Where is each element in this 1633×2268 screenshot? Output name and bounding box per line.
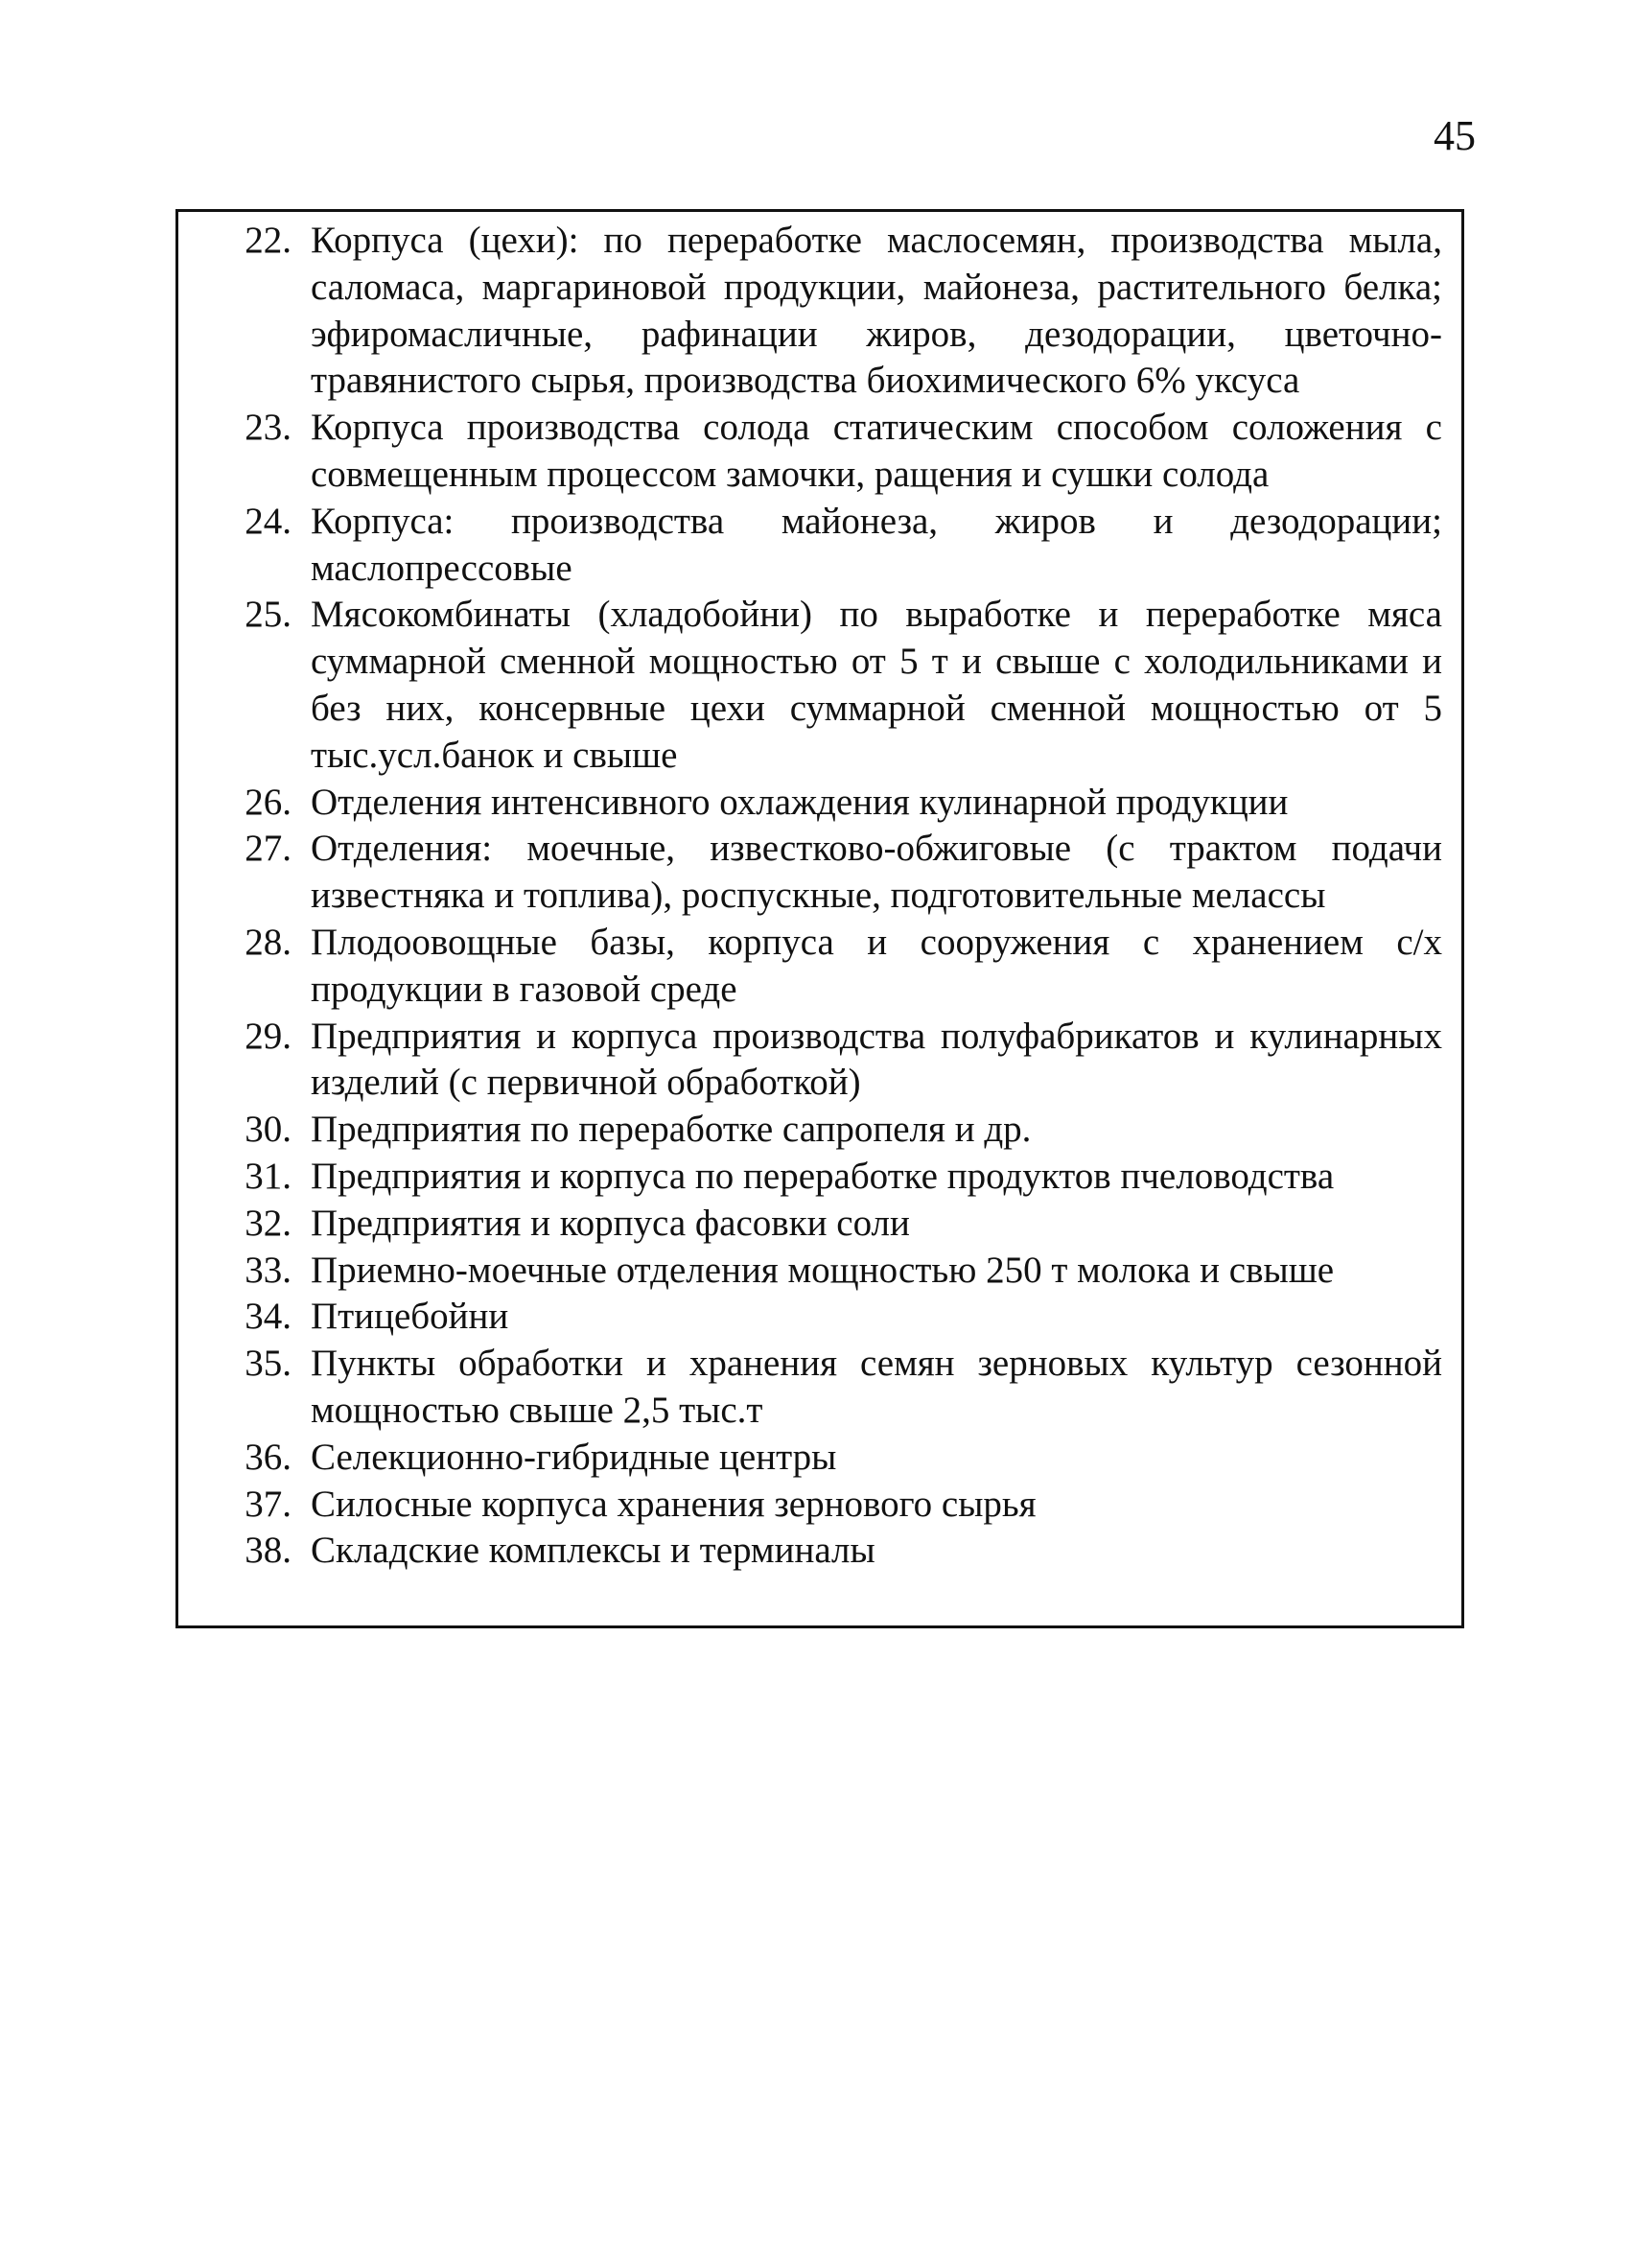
item-text: Складские комплексы и терминалы [311,1530,875,1572]
item-number: 22. [245,220,292,261]
item-text: Мясокомбинаты (хладобойни) по выработке и переработке мяса суммарной сменной мощностью от 5 т и свыше с холодильниками и без них, консервные цехи суммарной сменной мощностью от 5 тыс.усл.банок и свыше [311,594,1442,776]
item-number: 38. [245,1530,292,1572]
item-text: Корпуса производства солода статическим способом соложения с совмещенным процессом замочки, ращения и сушки солода [311,407,1442,495]
item-text: Силосные корпуса хранения зернового сырья [311,1483,1037,1525]
item-number: 36. [245,1436,292,1478]
list-item [178,499,1461,593]
item-text: Селекционно-гибридные центры [311,1436,837,1478]
item-text: Отделения: моечные, известково-обжиговые (с трактом подачи известняка и топлива), роспускные, подготовительные мелассы [311,828,1442,917]
item-text: Птицебойни [311,1296,509,1338]
item-text: Предприятия по переработке сапропеля и др. [311,1109,1032,1151]
page-number: 45 [1434,112,1476,159]
item-number: 31. [245,1155,292,1197]
item-number: 25. [245,594,292,636]
item-number: 27. [245,828,292,870]
item-text: Предприятия и корпуса фасовки соли [311,1202,910,1244]
list-item [178,1482,1461,1529]
items-table [175,209,1464,1628]
item-number: 24. [245,500,292,542]
list-item [178,1341,1461,1435]
item-text: Корпуса (цехи): по переработке маслосемян, производства мыла, саломаса, маргариновой продукции, майонеза, растительного белка; эфиромасличные, рафинации жиров, дезодорации, цветочно-травянистого сырья, производства биохимического 6% уксуса [311,220,1442,402]
list-item [178,1435,1461,1482]
list-item [178,218,1461,405]
list-item [178,1014,1461,1108]
item-number: 26. [245,781,292,823]
list-item [178,780,1461,827]
item-number: 32. [245,1202,292,1244]
item-text: Приемно-моечные отделения мощностью 250 т молока и свыше [311,1249,1335,1291]
list-item [178,1107,1461,1154]
list-item [178,1528,1461,1575]
item-text: Пункты обработки и хранения семян зерновых культур сезонной мощностью свыше 2,5 тыс.т [311,1343,1442,1431]
item-number: 23. [245,407,292,449]
item-number: 29. [245,1015,292,1057]
item-text: Предприятия и корпуса производства полуфабрикатов и кулинарных изделий (с первичной обработкой) [311,1015,1442,1104]
list-item [178,1154,1461,1201]
item-number: 30. [245,1109,292,1151]
list-item [178,405,1461,499]
list-item [178,1201,1461,1248]
item-list [178,218,1461,1575]
list-item [178,1294,1461,1341]
item-number: 33. [245,1249,292,1291]
item-number: 34. [245,1296,292,1338]
list-item [178,920,1461,1014]
list-item [178,826,1461,920]
item-number: 28. [245,921,292,963]
item-number: 35. [245,1343,292,1385]
item-number: 37. [245,1483,292,1525]
item-text: Плодоовощные базы, корпуса и сооружения с хранением с/х продукции в газовой среде [311,921,1442,1010]
item-text: Отделения интенсивного охлаждения кулинарной продукции [311,781,1289,823]
item-text: Корпуса: производства майонеза, жиров и дезодорации; маслопрессовые [311,500,1442,589]
item-text: Предприятия и корпуса по переработке продуктов пчеловодства [311,1155,1335,1197]
list-item [178,592,1461,779]
list-item [178,1248,1461,1295]
